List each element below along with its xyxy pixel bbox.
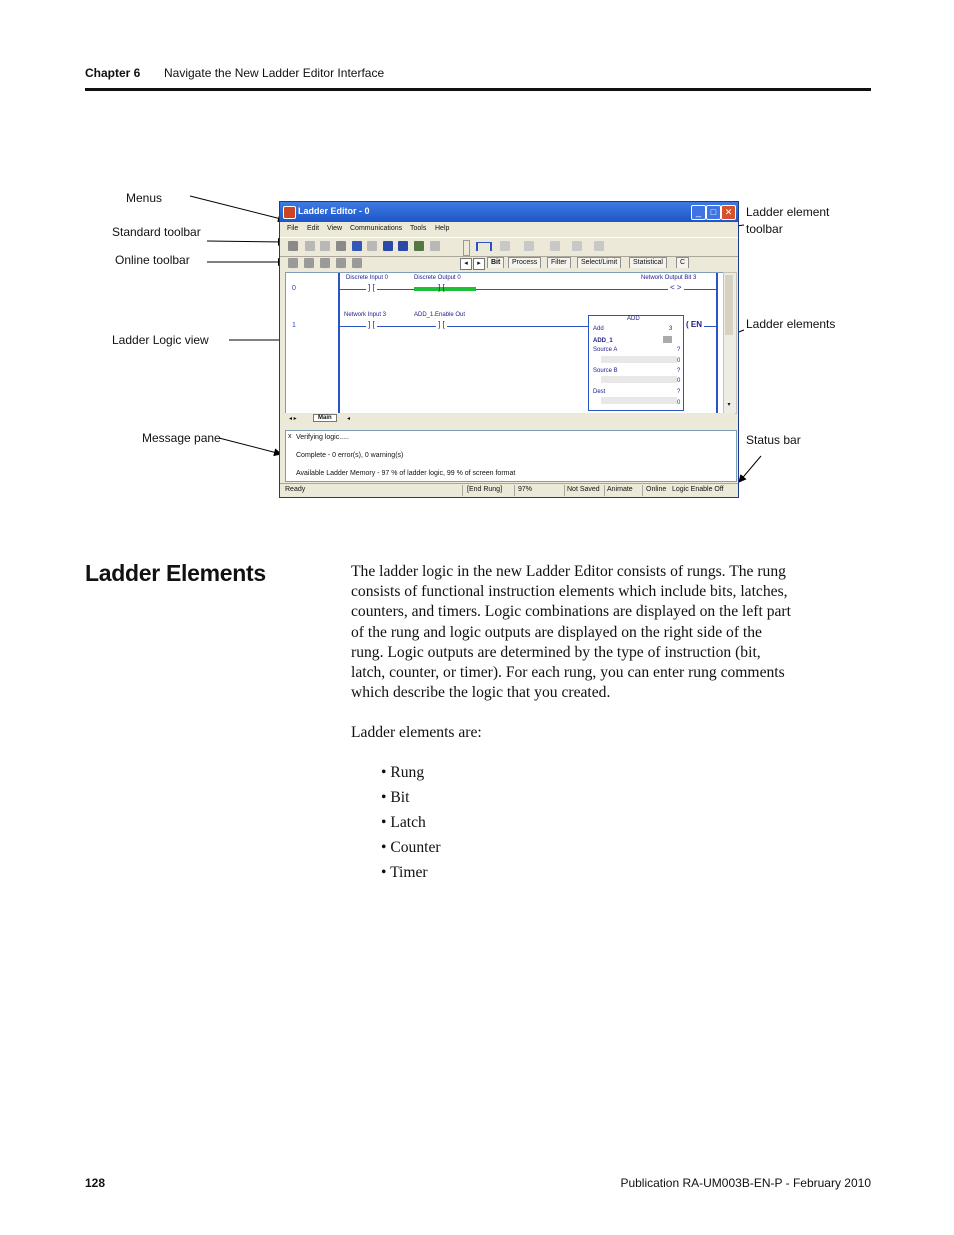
callout-ladder-logic-view: Ladder Logic view bbox=[112, 333, 209, 347]
status-animate: Animate bbox=[607, 486, 633, 493]
title-bar bbox=[280, 202, 738, 222]
tab-statistical[interactable]: Statistical bbox=[629, 257, 667, 268]
ladder-editor-window bbox=[279, 201, 739, 498]
redo-icon[interactable] bbox=[367, 241, 377, 251]
message-close-icon[interactable]: x bbox=[288, 433, 292, 440]
paragraph-line: counters, and timers. Logic combinations are displayed on the left part bbox=[351, 603, 791, 621]
block-line: Source B bbox=[593, 368, 618, 374]
callout-ladder-element-toolbar-2: toolbar bbox=[746, 222, 783, 236]
block-field bbox=[601, 397, 677, 404]
close-icon[interactable]: ✕ bbox=[721, 205, 736, 220]
message-line: Available Ladder Memory - 97 % of ladder logic, 99 % of screen format bbox=[296, 470, 516, 477]
elements-intro: Ladder elements are: bbox=[351, 724, 482, 741]
copy-icon[interactable] bbox=[320, 241, 330, 251]
paragraph-line: consists of functional instruction elements which include bits, latches, bbox=[351, 583, 788, 601]
online-toolbar bbox=[280, 255, 738, 271]
status-bar bbox=[280, 483, 738, 497]
minimize-icon[interactable]: _ bbox=[691, 205, 706, 220]
callout-ladder-elements: Ladder elements bbox=[746, 317, 836, 331]
ladder-logic-view[interactable] bbox=[285, 272, 725, 414]
status-ready: Ready bbox=[285, 486, 306, 493]
sheet-tab-main[interactable]: Main bbox=[313, 414, 337, 422]
branch-level-icon[interactable] bbox=[524, 241, 534, 251]
tab-select-limit[interactable]: Select/Limit bbox=[577, 257, 621, 268]
block-config-icon[interactable] bbox=[663, 336, 672, 343]
scrollbar-thumb[interactable] bbox=[725, 275, 733, 335]
message-line: Verifying logic..... bbox=[296, 434, 349, 441]
rung-icon[interactable] bbox=[476, 242, 492, 251]
sheet-nav-icon[interactable]: ◂ bbox=[347, 416, 351, 422]
coil-symbol[interactable]: < > bbox=[670, 283, 682, 292]
rung-label: ADD_1.Enable Out bbox=[414, 312, 466, 318]
block-field bbox=[601, 376, 677, 383]
paragraph-line: which describe the logic that you created. bbox=[351, 684, 611, 702]
callout-standard-toolbar: Standard toolbar bbox=[112, 225, 201, 239]
block-count: 3 bbox=[669, 326, 673, 332]
contact-nc-icon[interactable] bbox=[572, 241, 582, 251]
rung-label: Discrete Input 0 bbox=[346, 275, 389, 281]
status-logic: Logic Enable Off bbox=[672, 486, 724, 493]
tab-scroll-left-icon[interactable]: ◂ bbox=[460, 258, 472, 270]
rung-number: 1 bbox=[292, 322, 296, 329]
section-title: Ladder Elements bbox=[85, 560, 266, 586]
window-title: Ladder Editor - 0 bbox=[298, 206, 370, 216]
callout-menus: Menus bbox=[126, 191, 163, 205]
message-line: Complete - 0 error(s), 0 warning(s) bbox=[296, 452, 404, 459]
sheet-scroll-left-icon[interactable]: ◂ ▸ bbox=[289, 416, 297, 422]
section-paragraph bbox=[351, 562, 871, 703]
menu-tools[interactable]: Tools bbox=[410, 225, 427, 232]
status-end-rung: [End Rung] bbox=[467, 486, 503, 493]
vertical-scrollbar[interactable] bbox=[723, 272, 737, 414]
sheet-tabs bbox=[285, 413, 735, 425]
contact-symbol[interactable]: ] [ bbox=[368, 283, 375, 292]
block-value: ? bbox=[677, 368, 681, 374]
block-value: 0 bbox=[677, 400, 681, 406]
list-item: • Counter bbox=[381, 839, 441, 856]
online-cancel-icon[interactable] bbox=[352, 258, 362, 268]
zoom-in-icon[interactable] bbox=[383, 241, 393, 251]
maximize-icon[interactable]: □ bbox=[706, 205, 721, 220]
tab-bit[interactable]: Bit bbox=[487, 257, 504, 268]
status-saved: Not Saved bbox=[567, 486, 600, 493]
menu-edit[interactable]: Edit bbox=[307, 225, 320, 232]
tab-process[interactable]: Process bbox=[508, 257, 541, 268]
list-item: • Bit bbox=[381, 789, 410, 806]
elements-list bbox=[381, 763, 441, 888]
zoom-out-icon[interactable] bbox=[398, 241, 408, 251]
coil-icon[interactable] bbox=[594, 241, 604, 251]
right-power-rail bbox=[716, 273, 718, 413]
paragraph-line: latch, counter, or timer). For each rung, you can enter rung comments bbox=[351, 664, 785, 682]
block-value: ? bbox=[677, 389, 681, 395]
block-title: ADD bbox=[627, 316, 640, 322]
rung-line bbox=[340, 326, 588, 327]
block-value: 0 bbox=[677, 378, 681, 384]
block-line: Add bbox=[593, 326, 604, 332]
menu-view[interactable]: View bbox=[327, 225, 343, 232]
menu-communications[interactable]: Communications bbox=[350, 225, 403, 232]
rung-line bbox=[340, 289, 716, 290]
coil-en[interactable]: ( EN bbox=[686, 320, 703, 329]
paragraph-line: The ladder logic in the new Ladder Editor consists of rungs. The rung bbox=[351, 563, 786, 580]
download-icon[interactable] bbox=[430, 241, 440, 251]
list-item: • Rung bbox=[381, 764, 425, 781]
paragraph-line: rung. Logic outputs are determined by the type of instruction (bit, bbox=[351, 643, 761, 661]
block-value: 0 bbox=[677, 358, 681, 364]
menu-bar bbox=[280, 223, 738, 236]
page-number: 128 bbox=[85, 1176, 106, 1190]
tab-scroll-right-icon[interactable]: ▸ bbox=[473, 258, 485, 270]
contact-icon[interactable] bbox=[550, 241, 560, 251]
app-icon bbox=[283, 206, 296, 219]
rung-label: Network Output Bit 3 bbox=[641, 275, 697, 281]
block-field bbox=[601, 356, 677, 363]
menu-help[interactable]: Help bbox=[435, 225, 450, 232]
contact-symbol[interactable]: ] [ bbox=[438, 283, 445, 292]
rung-label: Discrete Output 0 bbox=[414, 275, 461, 281]
toolbar-grip bbox=[463, 240, 470, 256]
tab-more[interactable]: C bbox=[676, 257, 689, 268]
online-up-icon[interactable] bbox=[288, 258, 298, 268]
contact-symbol[interactable]: ] [ bbox=[368, 320, 375, 329]
callout-status-bar: Status bar bbox=[746, 433, 801, 447]
online-edit-icon[interactable] bbox=[304, 258, 314, 268]
menu-file[interactable]: File bbox=[287, 225, 299, 232]
message-pane bbox=[285, 430, 737, 482]
chapter-label: Chapter 6 bbox=[85, 66, 141, 80]
list-item: • Timer bbox=[381, 864, 428, 881]
chapter-title: Navigate the New Ladder Editor Interface bbox=[164, 66, 385, 80]
callout-online-toolbar: Online toolbar bbox=[115, 253, 190, 267]
scroll-down-icon[interactable]: ▾ bbox=[727, 402, 731, 408]
cut-icon[interactable] bbox=[305, 241, 315, 251]
block-line: Source A bbox=[593, 347, 618, 353]
contact-symbol[interactable]: ] [ bbox=[438, 320, 445, 329]
branch-icon[interactable] bbox=[500, 241, 510, 251]
paste-icon[interactable] bbox=[336, 241, 346, 251]
online-accept-icon[interactable] bbox=[320, 258, 330, 268]
print-icon[interactable] bbox=[288, 241, 298, 251]
publication-info: Publication RA-UM003B-EN-P - February 2010 bbox=[620, 1176, 871, 1190]
callout-ladder-element-toolbar: Ladder element bbox=[746, 205, 830, 219]
block-line: ADD_1 bbox=[593, 338, 613, 344]
online-test-icon[interactable] bbox=[336, 258, 346, 268]
list-item: • Latch bbox=[381, 814, 426, 831]
rung-label: Network Input 3 bbox=[344, 312, 387, 318]
rung-number: 0 bbox=[292, 285, 296, 292]
status-percent: 97% bbox=[518, 486, 533, 493]
undo-icon[interactable] bbox=[352, 241, 362, 251]
block-value: ? bbox=[677, 347, 681, 353]
paragraph-line: of the rung and logic outputs are displayed on the right side of the bbox=[351, 623, 762, 641]
verify-icon[interactable] bbox=[414, 241, 424, 251]
callout-message-pane: Message pane bbox=[142, 431, 221, 445]
left-power-rail bbox=[338, 273, 340, 413]
standard-toolbar bbox=[280, 237, 738, 257]
status-online: Online bbox=[646, 486, 667, 493]
tab-filter[interactable]: Filter bbox=[547, 257, 571, 268]
add-instruction-block[interactable] bbox=[588, 315, 684, 411]
block-line: Dest bbox=[593, 389, 606, 395]
